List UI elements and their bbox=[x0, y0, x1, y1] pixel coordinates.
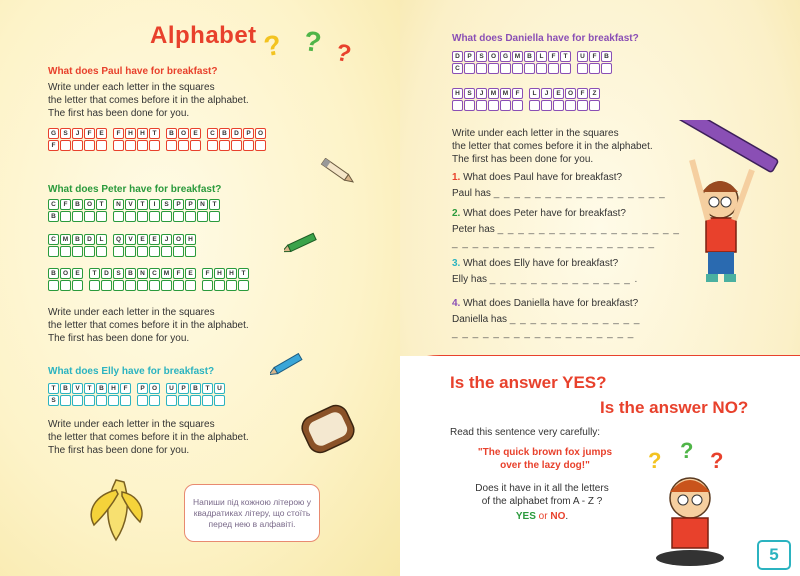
letter-box[interactable] bbox=[255, 140, 266, 151]
letter-box[interactable] bbox=[512, 63, 523, 74]
letter-box: F bbox=[548, 51, 559, 62]
letter-box[interactable] bbox=[149, 211, 160, 222]
daniella-puzzle-row-2 bbox=[452, 88, 606, 111]
letter-box: P bbox=[137, 383, 148, 394]
letter-box[interactable] bbox=[149, 280, 160, 291]
letter-box: S bbox=[113, 268, 124, 279]
svg-text:?: ? bbox=[680, 440, 694, 463]
letter-box: E bbox=[149, 234, 160, 245]
letter-box: F bbox=[113, 128, 124, 139]
letter-box: P bbox=[173, 199, 184, 210]
peter-puzzle-row-2 bbox=[48, 234, 202, 257]
letter-box: N bbox=[197, 199, 208, 210]
letter-box[interactable] bbox=[529, 100, 540, 111]
daniella-heading: What does Daniella have for breakfast? bbox=[452, 33, 639, 44]
letter-box: O bbox=[255, 128, 266, 139]
letter-box[interactable] bbox=[161, 280, 172, 291]
letter-box: O bbox=[60, 268, 71, 279]
letter-box[interactable] bbox=[601, 63, 612, 74]
letter-box[interactable] bbox=[166, 395, 177, 406]
letter-box: T bbox=[48, 383, 59, 394]
daniella-puzzle-row-1 bbox=[452, 51, 618, 74]
letter-box[interactable] bbox=[149, 395, 160, 406]
letter-box: B bbox=[72, 234, 83, 245]
question-mark-yellow-icon: ? bbox=[261, 28, 284, 63]
svg-text:?: ? bbox=[710, 448, 724, 473]
letter-box: P bbox=[243, 128, 254, 139]
letter-box[interactable] bbox=[84, 395, 95, 406]
elly-instructions: Write under each letter in the squares the letter that comes before it in the alphabet. The first has been done for you. bbox=[48, 419, 249, 456]
puzzle-word bbox=[113, 128, 161, 151]
letter-box[interactable] bbox=[96, 211, 107, 222]
letter-box[interactable] bbox=[173, 211, 184, 222]
letter-box: B bbox=[48, 211, 59, 222]
puzzle-word bbox=[48, 234, 108, 257]
letter-box: U bbox=[577, 51, 588, 62]
puzzle-word bbox=[207, 128, 267, 151]
letter-box[interactable] bbox=[577, 100, 588, 111]
letter-box: Z bbox=[589, 88, 600, 99]
letter-box: T bbox=[137, 199, 148, 210]
green-pencil-icon bbox=[284, 230, 324, 254]
letter-box[interactable] bbox=[488, 100, 499, 111]
letter-box[interactable] bbox=[84, 140, 95, 151]
boy-with-pencil-icon bbox=[672, 120, 782, 290]
letter-box: E bbox=[96, 128, 107, 139]
letter-box: B bbox=[48, 268, 59, 279]
letter-box: T bbox=[96, 199, 107, 210]
letter-box[interactable] bbox=[125, 246, 136, 257]
letter-box: M bbox=[488, 88, 499, 99]
letter-box[interactable] bbox=[96, 140, 107, 151]
answer-line-4-cont[interactable]: _ _ _ _ _ _ _ _ _ _ _ _ _ _ _ _ _ _ bbox=[452, 328, 635, 339]
letter-box: S bbox=[476, 51, 487, 62]
letter-box: C bbox=[207, 128, 218, 139]
letter-box[interactable] bbox=[72, 246, 83, 257]
letter-box[interactable] bbox=[125, 280, 136, 291]
letter-box: B bbox=[219, 128, 230, 139]
letter-box: P bbox=[185, 199, 196, 210]
letter-box[interactable] bbox=[214, 280, 225, 291]
letter-box[interactable] bbox=[161, 211, 172, 222]
letter-box: V bbox=[125, 234, 136, 245]
peter-puzzle-row-3 bbox=[48, 268, 255, 291]
letter-box: H bbox=[226, 268, 237, 279]
letter-box[interactable] bbox=[464, 63, 475, 74]
puzzle-word bbox=[529, 88, 601, 111]
letter-box[interactable] bbox=[231, 140, 242, 151]
letter-box[interactable] bbox=[476, 63, 487, 74]
letter-box: N bbox=[113, 199, 124, 210]
letter-box[interactable] bbox=[48, 246, 59, 257]
letter-box[interactable] bbox=[243, 140, 254, 151]
puzzle-word bbox=[48, 383, 132, 406]
yes-question: Is the answer YES? bbox=[450, 373, 607, 392]
letter-box: C bbox=[452, 63, 463, 74]
puzzle-word bbox=[452, 88, 524, 111]
elly-puzzle bbox=[48, 383, 231, 406]
letter-box[interactable] bbox=[149, 140, 160, 151]
puzzle-word bbox=[166, 128, 202, 151]
letter-box: J bbox=[72, 128, 83, 139]
paul-puzzle bbox=[48, 128, 272, 151]
letter-box: T bbox=[560, 51, 571, 62]
letter-box[interactable] bbox=[137, 280, 148, 291]
letter-box[interactable] bbox=[560, 63, 571, 74]
letter-box: M bbox=[512, 51, 523, 62]
letter-box[interactable] bbox=[589, 100, 600, 111]
puzzle-word bbox=[202, 268, 250, 291]
letter-box: D bbox=[101, 268, 112, 279]
letter-box: P bbox=[178, 383, 189, 394]
letter-box[interactable] bbox=[149, 246, 160, 257]
answer-line-4[interactable]: Daniella has _ _ _ _ _ _ _ _ _ _ _ _ _ bbox=[452, 314, 641, 325]
letter-box: E bbox=[185, 268, 196, 279]
letter-box[interactable] bbox=[178, 395, 189, 406]
letter-box[interactable] bbox=[589, 63, 600, 74]
read-instruction: Read this sentence very carefully: bbox=[450, 427, 601, 438]
letter-box[interactable] bbox=[565, 100, 576, 111]
letter-box[interactable] bbox=[137, 395, 148, 406]
letter-box[interactable] bbox=[464, 100, 475, 111]
letter-box[interactable] bbox=[178, 140, 189, 151]
letter-box: N bbox=[137, 268, 148, 279]
letter-box[interactable] bbox=[137, 140, 148, 151]
letter-box[interactable] bbox=[60, 246, 71, 257]
letter-box[interactable] bbox=[113, 246, 124, 257]
letter-box: G bbox=[48, 128, 59, 139]
letter-box: S bbox=[60, 128, 71, 139]
letter-box[interactable] bbox=[113, 211, 124, 222]
no-question: Is the answer NO? bbox=[600, 398, 749, 417]
letter-box: H bbox=[214, 268, 225, 279]
letter-box[interactable] bbox=[72, 140, 83, 151]
letter-box: B bbox=[96, 383, 107, 394]
letter-box[interactable] bbox=[173, 280, 184, 291]
answer-line-3[interactable]: Elly has _ _ _ _ _ _ _ _ _ _ _ _ _ _ . bbox=[452, 274, 639, 285]
banana-icon bbox=[76, 470, 156, 550]
puzzle-word bbox=[48, 268, 84, 291]
letter-box: O bbox=[565, 88, 576, 99]
letter-box[interactable] bbox=[89, 280, 100, 291]
daniella-instructions: Write under each letter in the squares the letter that comes before it in the alphabet. The first has been done for you. bbox=[452, 128, 653, 165]
puzzle-word bbox=[48, 199, 108, 222]
letter-box[interactable] bbox=[500, 63, 511, 74]
no-option[interactable]: NO bbox=[550, 511, 566, 522]
letter-box: D bbox=[231, 128, 242, 139]
question-4: 4. What does Daniella have for breakfast? bbox=[452, 298, 639, 309]
letter-box[interactable] bbox=[512, 100, 523, 111]
letter-box[interactable] bbox=[452, 100, 463, 111]
letter-box: S bbox=[48, 395, 59, 406]
letter-box[interactable] bbox=[185, 246, 196, 257]
bread-toast-icon bbox=[296, 398, 360, 460]
letter-box: Q bbox=[113, 234, 124, 245]
letter-box: F bbox=[512, 88, 523, 99]
letter-box: U bbox=[166, 383, 177, 394]
thinking-boy-icon bbox=[640, 440, 740, 570]
letter-box: L bbox=[96, 234, 107, 245]
letter-box: V bbox=[72, 383, 83, 394]
letter-box[interactable] bbox=[226, 280, 237, 291]
letter-box[interactable] bbox=[202, 280, 213, 291]
svg-text:?: ? bbox=[648, 448, 662, 473]
letter-box[interactable] bbox=[120, 395, 131, 406]
letter-box[interactable] bbox=[137, 246, 148, 257]
question-mark-green-icon: ? bbox=[301, 24, 324, 59]
answer-line-2[interactable]: Peter has _ _ _ _ _ _ _ _ _ _ _ _ _ _ _ _ _ _ bbox=[452, 224, 680, 235]
puzzle-word bbox=[48, 128, 108, 151]
letter-box[interactable] bbox=[185, 211, 196, 222]
letter-box: H bbox=[452, 88, 463, 99]
letter-box[interactable] bbox=[96, 246, 107, 257]
letter-box[interactable] bbox=[202, 395, 213, 406]
letter-box[interactable] bbox=[209, 211, 220, 222]
letter-box[interactable] bbox=[166, 140, 177, 151]
letter-box: H bbox=[185, 234, 196, 245]
letter-box: F bbox=[202, 268, 213, 279]
letter-box: U bbox=[214, 383, 225, 394]
letter-box: T bbox=[149, 128, 160, 139]
letter-box[interactable] bbox=[96, 395, 107, 406]
letter-box: F bbox=[84, 128, 95, 139]
letter-box: T bbox=[202, 383, 213, 394]
letter-box: E bbox=[137, 234, 148, 245]
peter-instructions: Write under each letter in the squares the letter that comes before it in the alphabet. The first has been done for you. bbox=[48, 307, 249, 344]
letter-box[interactable] bbox=[60, 395, 71, 406]
elly-heading: What does Elly have for breakfast? bbox=[48, 366, 215, 377]
yes-or-no-options: YES or NO. bbox=[515, 511, 569, 522]
letter-box: O bbox=[178, 128, 189, 139]
letter-box: C bbox=[149, 268, 160, 279]
letter-box: G bbox=[500, 51, 511, 62]
letter-box: T bbox=[238, 268, 249, 279]
alphabet-question: Does it have in it all the letters of the alphabet from A - Z ? bbox=[475, 483, 609, 507]
letter-box: H bbox=[108, 383, 119, 394]
letter-box: T bbox=[84, 383, 95, 394]
letter-box: H bbox=[137, 128, 148, 139]
letter-box: F bbox=[589, 51, 600, 62]
letter-box: J bbox=[476, 88, 487, 99]
letter-box: B bbox=[60, 383, 71, 394]
blue-pencil-icon bbox=[270, 350, 310, 376]
letter-box[interactable] bbox=[219, 140, 230, 151]
letter-box: B bbox=[166, 128, 177, 139]
letter-box[interactable] bbox=[48, 280, 59, 291]
letter-box: J bbox=[541, 88, 552, 99]
page-title: Alphabet bbox=[150, 22, 257, 49]
letter-box[interactable] bbox=[553, 100, 564, 111]
letter-box[interactable] bbox=[536, 63, 547, 74]
letter-box: F bbox=[60, 199, 71, 210]
letter-box: F bbox=[120, 383, 131, 394]
letter-box: H bbox=[125, 128, 136, 139]
letter-box: J bbox=[161, 234, 172, 245]
peter-heading: What does Peter have for breakfast? bbox=[48, 184, 222, 195]
letter-box: P bbox=[464, 51, 475, 62]
pangram-quote: "The quick brown fox jumps over the lazy dog!" bbox=[477, 447, 613, 471]
letter-box[interactable] bbox=[197, 211, 208, 222]
peter-puzzle-row-1 bbox=[48, 199, 226, 222]
letter-box: B bbox=[125, 268, 136, 279]
letter-box[interactable] bbox=[108, 395, 119, 406]
letter-box[interactable] bbox=[125, 140, 136, 151]
letter-box: E bbox=[190, 128, 201, 139]
letter-box: M bbox=[161, 268, 172, 279]
letter-box: E bbox=[553, 88, 564, 99]
letter-box[interactable] bbox=[161, 246, 172, 257]
letter-box: L bbox=[529, 88, 540, 99]
letter-box: L bbox=[536, 51, 547, 62]
puzzle-word bbox=[166, 383, 226, 406]
letter-box: S bbox=[161, 199, 172, 210]
paul-heading: What does Paul have for breakfast? bbox=[48, 66, 218, 77]
letter-box: M bbox=[500, 88, 511, 99]
letter-box[interactable] bbox=[137, 211, 148, 222]
letter-box[interactable] bbox=[113, 280, 124, 291]
letter-box: C bbox=[48, 234, 59, 245]
letter-box: V bbox=[125, 199, 136, 210]
letter-box: D bbox=[452, 51, 463, 62]
puzzle-word bbox=[452, 51, 572, 74]
letter-box[interactable] bbox=[190, 140, 201, 151]
answer-line-2-cont[interactable]: _ _ _ _ _ _ _ _ _ _ _ _ _ _ _ _ _ _ _ _ bbox=[452, 238, 656, 249]
letter-box: O bbox=[84, 199, 95, 210]
letter-box: B bbox=[524, 51, 535, 62]
letter-box[interactable] bbox=[476, 100, 487, 111]
letter-box[interactable] bbox=[577, 63, 588, 74]
question-mark-red-icon: ? bbox=[333, 38, 354, 69]
letter-box[interactable] bbox=[84, 211, 95, 222]
letter-box[interactable] bbox=[185, 280, 196, 291]
letter-box: B bbox=[601, 51, 612, 62]
yes-option[interactable]: YES bbox=[515, 511, 536, 522]
letter-box: D bbox=[84, 234, 95, 245]
letter-box: T bbox=[209, 199, 220, 210]
letter-box[interactable] bbox=[101, 280, 112, 291]
letter-box[interactable] bbox=[541, 100, 552, 111]
letter-box[interactable] bbox=[524, 63, 535, 74]
letter-box[interactable] bbox=[173, 246, 184, 257]
puzzle-word bbox=[137, 383, 161, 406]
letter-box[interactable] bbox=[488, 63, 499, 74]
letter-box[interactable] bbox=[500, 100, 511, 111]
letter-box: E bbox=[72, 268, 83, 279]
letter-box: F bbox=[48, 140, 59, 151]
letter-box[interactable] bbox=[72, 211, 83, 222]
ukrainian-note: Напиши під кожною літерою у квадратиках літеру, що стоїть перед нею в алфавіті. bbox=[184, 484, 320, 542]
letter-box: F bbox=[577, 88, 588, 99]
page-number: 5 bbox=[757, 540, 791, 570]
letter-box: T bbox=[89, 268, 100, 279]
letter-box: B bbox=[72, 199, 83, 210]
puzzle-word bbox=[577, 51, 613, 74]
letter-box: B bbox=[190, 383, 201, 394]
letter-box[interactable] bbox=[72, 280, 83, 291]
letter-box: I bbox=[149, 199, 160, 210]
letter-box[interactable] bbox=[238, 280, 249, 291]
letter-box[interactable] bbox=[125, 211, 136, 222]
puzzle-word bbox=[113, 199, 221, 222]
letter-box[interactable] bbox=[214, 395, 225, 406]
letter-box: O bbox=[488, 51, 499, 62]
letter-box[interactable] bbox=[548, 63, 559, 74]
letter-box: C bbox=[48, 199, 59, 210]
question-1: 1. What does Paul have for breakfast? bbox=[452, 172, 623, 183]
letter-box[interactable] bbox=[84, 246, 95, 257]
letter-box[interactable] bbox=[72, 395, 83, 406]
pencil-icon bbox=[318, 158, 358, 186]
puzzle-word bbox=[113, 234, 197, 257]
letter-box: M bbox=[60, 234, 71, 245]
letter-box[interactable] bbox=[207, 140, 218, 151]
letter-box: O bbox=[173, 234, 184, 245]
puzzle-word bbox=[89, 268, 197, 291]
letter-box[interactable] bbox=[113, 140, 124, 151]
letter-box[interactable] bbox=[60, 280, 71, 291]
answer-line-1[interactable]: Paul has _ _ _ _ _ _ _ _ _ _ _ _ _ _ _ _ _ bbox=[452, 188, 666, 199]
question-2: 2. What does Peter have for breakfast? bbox=[452, 208, 626, 219]
letter-box[interactable] bbox=[190, 395, 201, 406]
letter-box[interactable] bbox=[60, 211, 71, 222]
question-3: 3. What does Elly have for breakfast? bbox=[452, 258, 619, 269]
letter-box: O bbox=[149, 383, 160, 394]
letter-box[interactable] bbox=[60, 140, 71, 151]
letter-box: S bbox=[464, 88, 475, 99]
paul-instructions: Write under each letter in the squares the letter that comes before it in the alphabet. The first has been done for you. bbox=[48, 82, 249, 119]
letter-box: F bbox=[173, 268, 184, 279]
